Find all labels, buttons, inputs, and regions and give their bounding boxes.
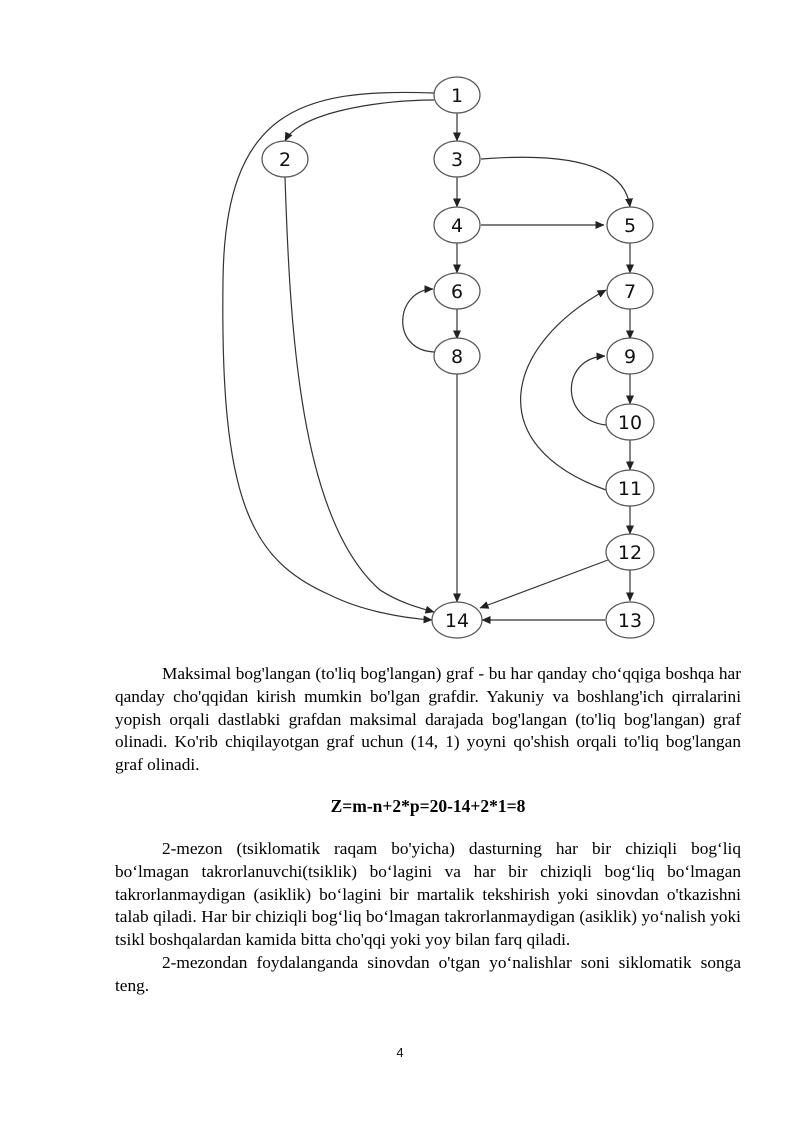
node-8-label: 8	[450, 346, 464, 368]
edge-11-7	[521, 290, 606, 490]
edge-3-5	[481, 157, 630, 207]
edge-10-9	[571, 356, 606, 425]
node-13-label: 13	[617, 610, 643, 632]
node-10-label: 10	[617, 412, 643, 434]
node-5-label: 5	[623, 215, 637, 237]
edge-8-6	[403, 289, 434, 352]
page-number: 4	[396, 1045, 404, 1060]
edge-12-14	[480, 560, 608, 608]
edge-1-14	[223, 92, 434, 620]
paragraph-1: Maksimal bog'langan (to'liq bog'langan) graf - bu har qanday cho‘qqiga boshqa har qanday cho'qqidan kirish mumkin bo'lgan grafdir. Yakuniy va boshlang'ich qirralarini yopish orqali dastlabki grafdan maksimal darajada bog'langan (to'liq bog'langan) graf olinadi. Ko'rib chiqilayotgan graf uchun (14, 1) yoyni qo'shish orqali to'liq bog'langan graf olinadi.	[115, 664, 741, 775]
node-4-label: 4	[450, 215, 464, 237]
formula: Z=m-n+2*p=20-14+2*1=8	[330, 796, 526, 816]
node-9-label: 9	[623, 346, 637, 368]
paragraph-3: 2-mezondan foydalanganda sinovdan o'tgan yo‘nalishlar soni siklomatik songa teng.	[115, 952, 741, 995]
node-1-label: 1	[450, 85, 464, 107]
paragraph-2: 2-mezon (tsiklomatik raqam bo'yicha) dasturning har bir chiziqli bog‘liq bo‘lmagan takrorlanuvchi(tsiklik) bo‘lagini va har bir chiziqli bog‘liq bo‘lmagan takrorlanmaydigan (asiklik) bo‘lagini bir martalik tekshirish yoki sinovdan o'tkazishni talab qiladi. Har bir chiziqli bog‘liq bo‘lmagan takrorlanmaydigan (asiklik) yo‘nalish yoki tsikl boshqalardan kamida bitta cho'qqi yoki yoy bilan farq qiladi.	[115, 839, 741, 950]
node-3-label: 3	[450, 149, 464, 171]
node-12-label: 12	[617, 542, 643, 564]
node-6-label: 6	[450, 281, 464, 303]
paragraph-2-block	[115, 838, 741, 998]
paragraph-1-block	[115, 663, 741, 777]
node-11-label: 11	[617, 478, 643, 500]
node-14-label: 14	[444, 610, 470, 632]
node-7-label: 7	[623, 281, 637, 303]
node-2-label: 2	[278, 149, 292, 171]
edge-2-14	[285, 177, 434, 612]
